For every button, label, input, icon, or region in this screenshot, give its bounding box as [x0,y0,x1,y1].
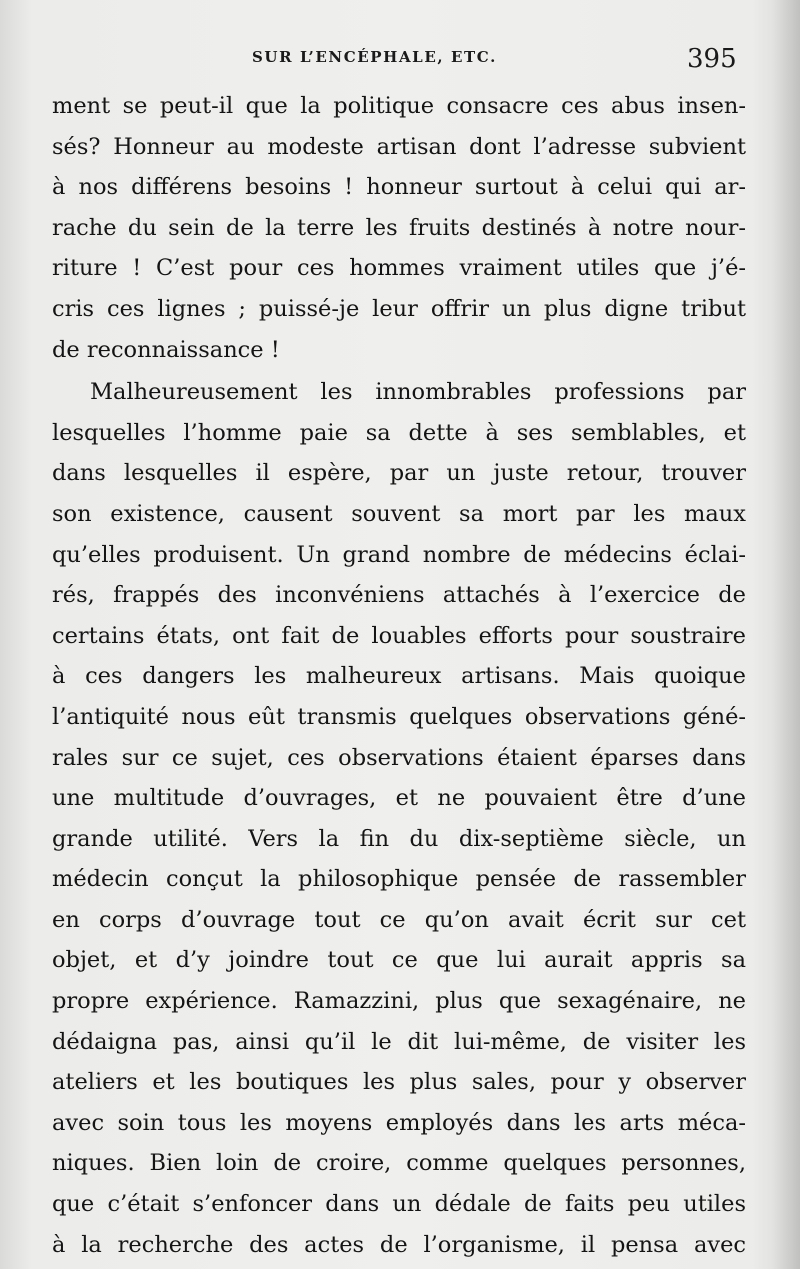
text-line: à la recherche des actes de l’organisme, il pensa avec [52,1231,746,1258]
text-line: à ces dangers les malheureux artisans. Mais quoique [52,663,746,690]
text-line: de reconnaissance ! [52,336,280,363]
text-line: à nos différens besoins ! honneur surtout à celui qui ar- [52,174,746,201]
text-line: que c’était s’enfoncer dans un dédale de faits peu utiles [52,1191,746,1218]
text-line: en corps d’ouvrage tout ce qu’on avait écrit sur cet [52,906,746,933]
text-line: riture ! C’est pour ces hommes vraiment utiles que j’é- [52,255,746,282]
body-text [52,86,746,1265]
running-head: SUR L’ENCÉPHALE, ETC. [252,48,497,66]
text-line: rales sur ce sujet, ces observations étaient éparses dans [52,744,746,771]
text-line: dans lesquelles il espère, par un juste retour, trouver [52,460,746,487]
text-line: lesquelles l’homme paie sa dette à ses semblables, et [52,419,746,446]
text-line: certains états, ont fait de louables efforts pour soustraire [52,622,746,649]
page-edge-shadow [772,0,800,1269]
text-line: rés, frappés des inconvéniens attachés à l’exercice de [52,582,746,609]
text-line: médecin conçut la philosophique pensée de rassembler [52,866,746,893]
text-line: sés? Honneur au modeste artisan dont l’adresse subvient [52,133,746,160]
text-line: qu’elles produisent. Un grand nombre de médecins éclai- [52,541,746,568]
text-line: l’antiquité nous eût transmis quelques observations géné- [52,703,746,730]
text-line: ateliers et les boutiques les plus sales, pour y observer [52,1069,746,1096]
text-line: dédaigna pas, ainsi qu’il le dit lui-même, de visiter les [52,1028,746,1055]
text-line: une multitude d’ouvrages, et ne pouvaient être d’une [52,785,746,812]
text-line: objet, et d’y joindre tout ce que lui aurait appris sa [52,947,746,974]
paragraph [52,372,746,1265]
text-line: niques. Bien loin de croire, comme quelques personnes, [52,1150,746,1177]
text-line: ment se peut-il que la politique consacre ces abus insen- [52,93,746,119]
page-header [0,44,800,84]
text-line: Malheureusement les innombrables professions par [90,379,746,406]
text-line: cris ces lignes ; puissé-je leur offrir un plus digne tribut [52,295,746,322]
text-line: son existence, causent souvent sa mort par les maux [52,500,746,527]
paragraph [52,86,746,370]
text-line: avec soin tous les moyens employés dans les arts méca- [52,1109,746,1136]
page-number: 395 [687,44,737,74]
text-line: propre expérience. Ramazzini, plus que sexagénaire, ne [52,988,746,1015]
text-line: grande utilité. Vers la fin du dix-septième siècle, un [52,825,746,852]
text-line: rache du sein de la terre les fruits destinés à notre nour- [52,214,746,241]
